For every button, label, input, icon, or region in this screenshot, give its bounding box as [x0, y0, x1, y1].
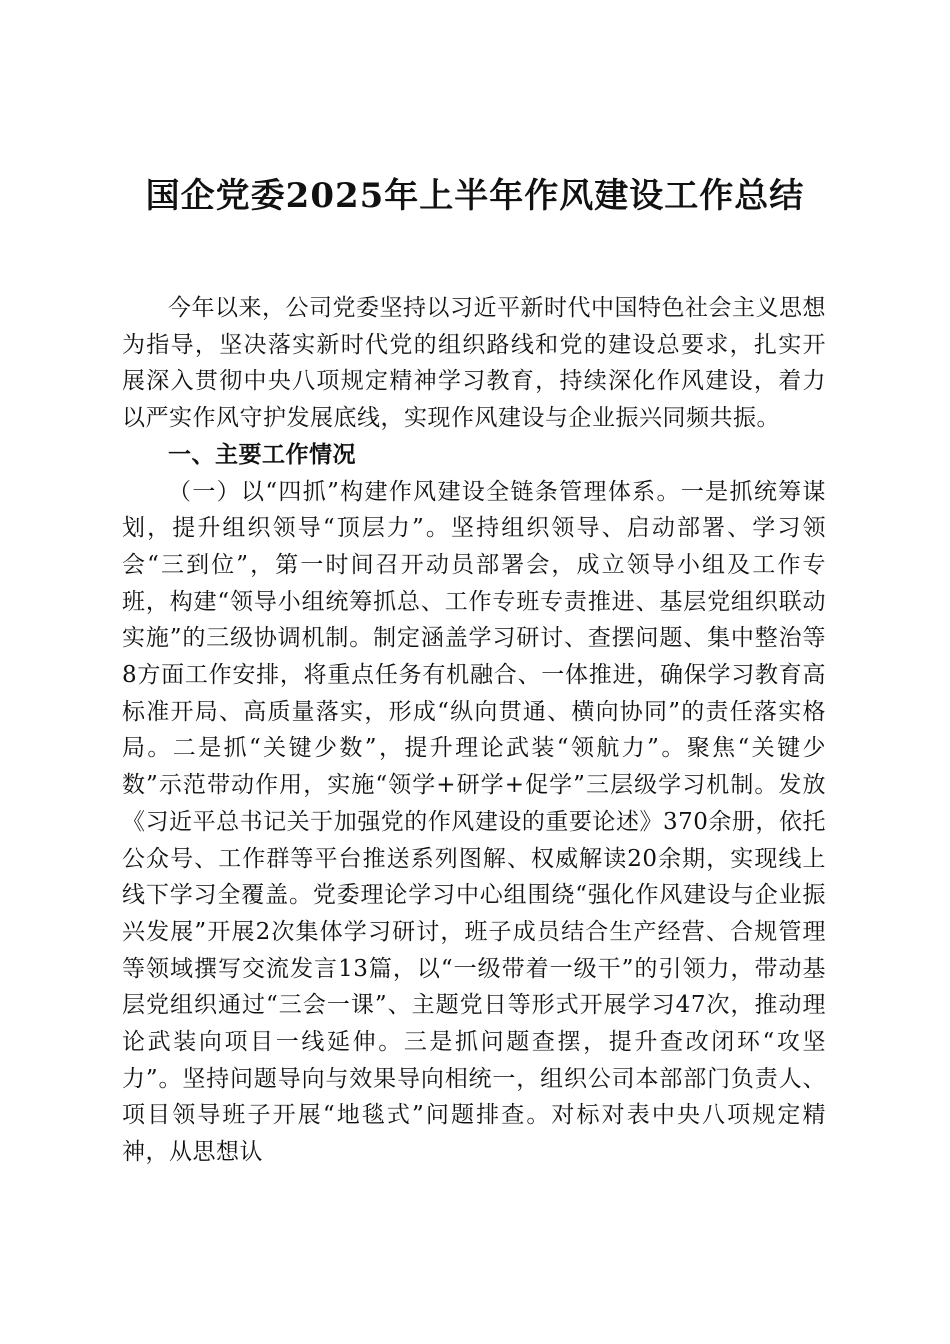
- document-body: [122, 290, 826, 1171]
- section-heading: 一、主要工作情况: [168, 441, 356, 468]
- intro-paragraph: 今年以来，公司党委坚持以习近平新时代中国特色社会主义思想为指导，坚决落实新时代党的组织路线和党的建设总要求，扎实开展深入贯彻中央八项规定精神学习教育，持续深化作风建设，着力以严实作风守护发展底线，实现作风建设与企业振兴同频共振。: [122, 295, 826, 432]
- section-paragraph: （一）以“四抓”构建作风建设全链条管理体系。一是抓统筹谋划，提升组织领导“顶层力”。坚持组织领导、启动部署、学习领会“三到位”，第一时间召开动员部署会，成立领导小组及工作专班，构建“领导小组统筹抓总、工作专班专责推进、基层党组织联动实施”的三级协调机制。制定涵盖学习研讨、查摆问题、集中整治等8方面工作安排，将重点任务有机融合、一体推进，确保学习教育高标准开局、高质量落实，形成“纵向贯通、横向协同”的责任落实格局。二是抓“关键少数”，提升理论武装“领航力”。聚焦“关键少数”示范带动作用，实施“领学+研学+促学”三层级学习机制。发放《习近平总书记关于加强党的作风建设的重要论述》370余册，依托公众号、工作群等平台推送系列图解、权威解读20余期，实现线上线下学习全覆盖。党委理论学习中心组围绕“强化作风建设与企业振兴发展”开展2次集体学习研讨，班子成员结合生产经营、合规管理等领域撰写交流发言13篇，以“一级带着一级干”的引领力，带动基层党组织通过“三会一课”、主题党日等形式开展学习47次，推动理论武装向项目一线延伸。三是抓问题查摆，提升查改闭环“攻坚力”。坚持问题导向与效果导向相统一，组织公司本部部门负责人、项目领导班子开展“地毯式”问题排查。对标对表中央八项规定精神，从思想认: [122, 478, 826, 1166]
- document-title: 国企党委2025年上半年作风建设工作总结: [145, 176, 805, 216]
